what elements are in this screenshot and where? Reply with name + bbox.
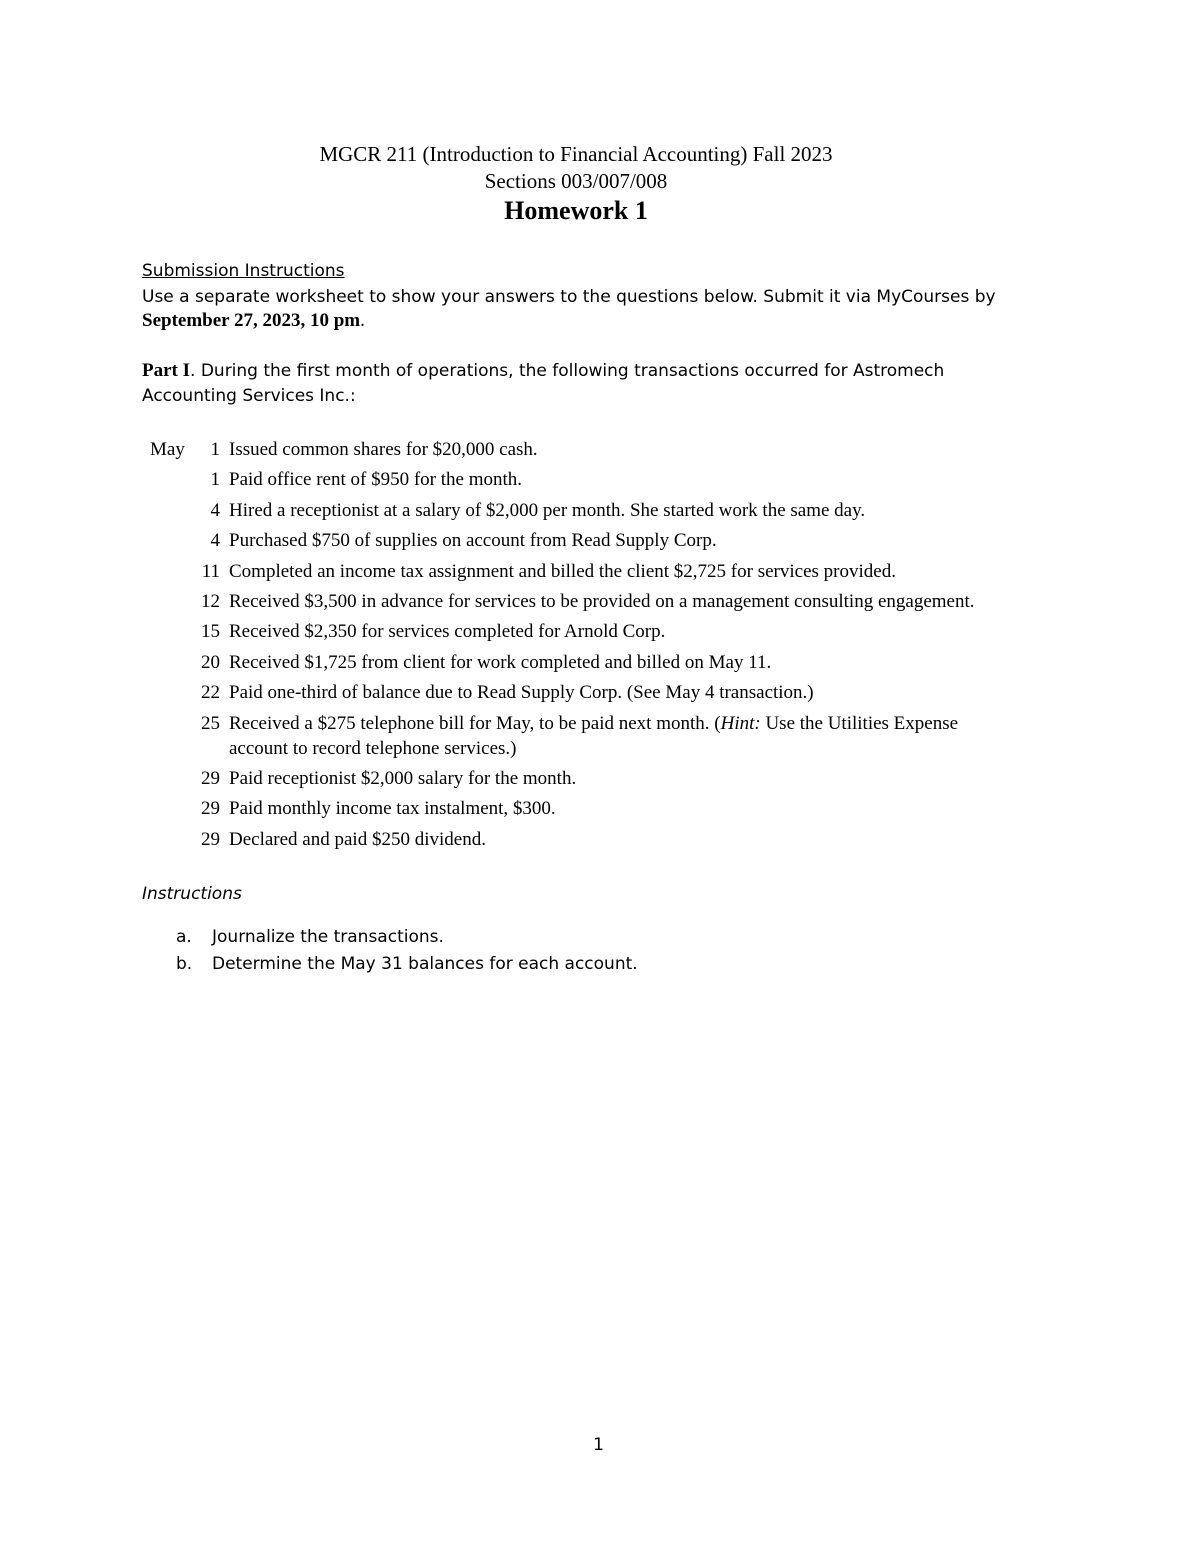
part-label: Part I <box>142 360 191 381</box>
instruction-a: Journalize the transactions. <box>212 927 444 947</box>
transaction-day: 11 <box>201 561 220 582</box>
transaction-day: 15 <box>201 621 220 642</box>
transaction-day: 1 <box>210 469 220 490</box>
transaction-day: 29 <box>201 768 220 789</box>
transaction-day: 25 <box>201 713 220 734</box>
instructions-heading: Instructions <box>142 884 242 904</box>
transaction-text: Paid monthly income tax instalment, $300. <box>229 798 556 819</box>
transaction-text: Completed an income tax assignment and billed the client $2,725 for services provided. <box>229 561 896 582</box>
part-intro: . During the first month of operations, the following transactions occurred for Astromech <box>190 361 945 381</box>
submission-heading: Submission Instructions <box>142 261 345 281</box>
transaction-text: Received a $275 telephone bill for May, to be paid next month. (Hint: Use the Utilities Expense <box>229 713 959 734</box>
transaction-day: 20 <box>201 652 220 673</box>
transaction-day: 29 <box>201 829 220 850</box>
part-intro-2: Accounting Services Inc.: <box>142 386 356 406</box>
transaction-day: 12 <box>201 591 220 612</box>
transaction-text: Paid receptionist $2,000 salary for the month. <box>229 768 577 789</box>
deadline-end: . <box>360 310 365 331</box>
transaction-text-cont: account to record telephone services.) <box>229 738 517 759</box>
marker-a: a. <box>176 927 192 947</box>
transaction-day: 4 <box>210 500 220 521</box>
marker-b: b. <box>176 954 193 974</box>
transaction-text: Declared and paid $250 dividend. <box>229 829 486 850</box>
transaction-day: 22 <box>201 682 220 703</box>
sections: Sections 003/007/008 <box>484 169 668 193</box>
transaction-text: Received $2,350 for services completed for Arnold Corp. <box>229 621 666 642</box>
transaction-day: 1 <box>210 439 220 460</box>
transaction-text: Paid office rent of $950 for the month. <box>229 469 523 490</box>
course-title: MGCR 211 (Introduction to Financial Accounting) Fall 2023 <box>319 142 833 166</box>
deadline: September 27, 2023, 10 pm <box>142 310 361 331</box>
transaction-day: 29 <box>201 798 220 819</box>
month-label: May <box>150 439 185 460</box>
page-number: 1 <box>593 1435 604 1455</box>
transaction-text: Hired a receptionist at a salary of $2,000 per month. She started work the same day. <box>229 500 866 521</box>
page-title: Homework 1 <box>504 196 648 225</box>
transaction-day: 4 <box>210 530 220 551</box>
transaction-text: Received $1,725 from client for work completed and billed on May 11. <box>229 652 772 673</box>
instruction-b: Determine the May 31 balances for each account. <box>212 954 638 974</box>
transaction-text: Paid one-third of balance due to Read Supply Corp. (See May 4 transaction.) <box>229 682 814 703</box>
transaction-text: Issued common shares for $20,000 cash. <box>229 439 538 460</box>
submission-text: Use a separate worksheet to show your answers to the questions below. Submit it via MyCourses by <box>142 287 996 307</box>
transaction-text: Purchased $750 of supplies on account from Read Supply Corp. <box>229 530 717 551</box>
transaction-text: Received $3,500 in advance for services to be provided on a management consulting engagement. <box>229 591 975 612</box>
